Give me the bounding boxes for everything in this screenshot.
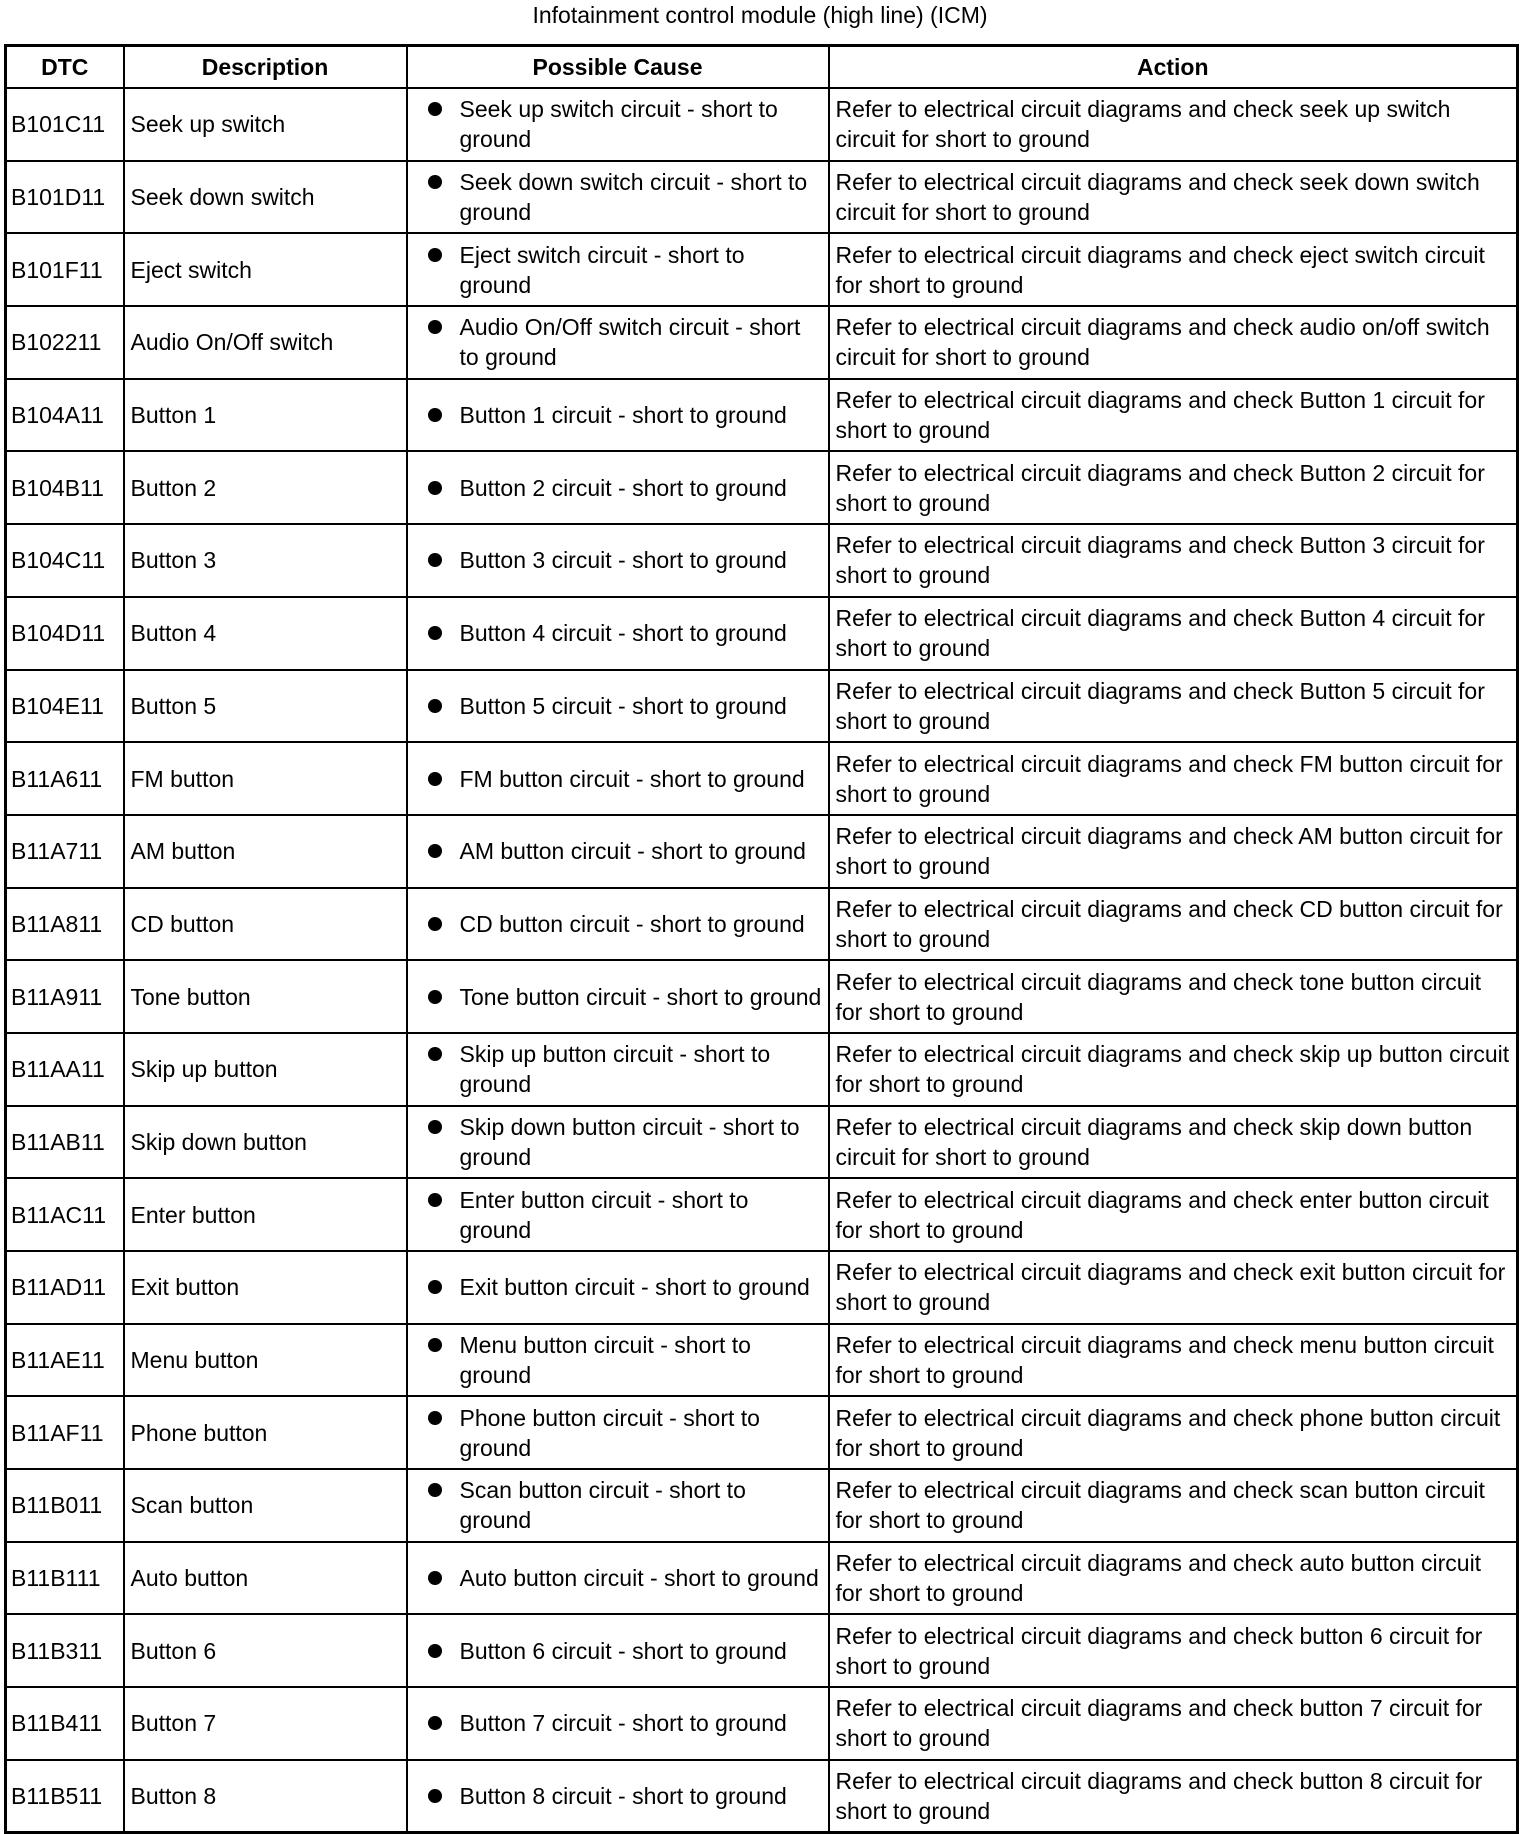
cause-list-item [428,1272,822,1302]
bullet-icon [428,1338,442,1352]
page-title: Infotainment control module (high line) (ICM) [532,2,988,28]
possible-cause-cell [407,1106,829,1179]
possible-cause-cell [407,742,829,815]
possible-cause-cell [407,1614,829,1687]
possible-cause-cell [407,670,829,743]
possible-cause-text: Menu button circuit - short to ground [459,1332,751,1389]
table-row [6,888,1518,961]
possible-cause-text: Auto button circuit - short to ground [459,1565,819,1592]
table-row [6,960,1518,1033]
action-text: Refer to electrical circuit diagrams and check enter button circuit for short to ground [829,1178,1518,1251]
table-row [6,524,1518,597]
dtc-code: B104A11 [6,379,124,452]
dtc-code: B102211 [6,306,124,379]
table-row [6,670,1518,743]
action-text: Refer to electrical circuit diagrams and check seek down switch circuit for short to ground [829,161,1518,234]
possible-cause-cell [407,1760,829,1833]
bullet-icon [428,1644,442,1658]
dtc-description: Button 3 [124,524,407,597]
bullet-icon [428,408,442,422]
dtc-description: Scan button [124,1469,407,1542]
action-text: Refer to electrical circuit diagrams and check exit button circuit for short to ground [829,1251,1518,1324]
dtc-description: Enter button [124,1178,407,1251]
bullet-icon [428,844,442,858]
bullet-icon [428,626,442,640]
cause-list-item [428,764,822,794]
possible-cause-text: AM button circuit - short to ground [459,838,806,865]
dtc-code: B11AE11 [6,1324,124,1397]
possible-cause-text: Enter button circuit - short to ground [459,1186,749,1243]
possible-cause-cell [407,1033,829,1106]
possible-cause-cell [407,888,829,961]
table-row [6,1251,1518,1324]
dtc-code: B104C11 [6,524,124,597]
possible-cause-cell [407,1396,829,1469]
cause-list-item [428,1636,822,1666]
cause-list-item [428,1185,822,1245]
possible-cause-cell [407,306,829,379]
cause-list-item [428,1112,822,1172]
dtc-code: B101C11 [6,88,124,161]
table-row [6,88,1518,161]
bullet-icon [428,1789,442,1803]
bullet-icon [428,990,442,1004]
dtc-code: B11B411 [6,1687,124,1760]
table-row [6,1106,1518,1179]
bullet-icon [428,1571,442,1585]
table-row [6,451,1518,524]
cause-list-item [428,473,822,503]
possible-cause-text: Audio On/Off switch circuit - short to ground [459,314,801,371]
dtc-description: FM button [124,742,407,815]
table-row [6,1324,1518,1397]
cause-list-item [428,545,822,575]
possible-cause-text: Button 4 circuit - short to ground [459,620,787,647]
dtc-description: CD button [124,888,407,961]
possible-cause-text: Skip down button circuit - short to ground [459,1113,800,1170]
bullet-icon [428,553,442,567]
header-row [6,46,1518,89]
possible-cause-text: Button 1 circuit - short to ground [459,402,787,429]
action-text: Refer to electrical circuit diagrams and check phone button circuit for short to ground [829,1396,1518,1469]
action-text: Refer to electrical circuit diagrams and check button 6 circuit for short to ground [829,1614,1518,1687]
possible-cause-cell [407,1178,829,1251]
dtc-code: B101D11 [6,161,124,234]
dtc-description: Seek up switch [124,88,407,161]
column-header-description: Description [124,46,407,89]
bullet-icon [428,1716,442,1730]
cause-list-item [428,240,822,300]
possible-cause-cell [407,815,829,888]
bullet-icon [428,102,442,116]
table-row [6,815,1518,888]
dtc-description: Button 6 [124,1614,407,1687]
cause-list-item [428,982,822,1012]
dtc-description: Seek down switch [124,161,407,234]
dtc-code: B11B511 [6,1760,124,1833]
dtc-code: B104E11 [6,670,124,743]
action-text: Refer to electrical circuit diagrams and check Button 2 circuit for short to ground [829,451,1518,524]
cause-list-item [428,1403,822,1463]
table-row [6,1178,1518,1251]
cause-list-item [428,1563,822,1593]
possible-cause-cell [407,451,829,524]
cause-list-item [428,312,822,372]
possible-cause-text: Button 5 circuit - short to ground [459,692,787,719]
bullet-icon [428,1280,442,1294]
action-text: Refer to electrical circuit diagrams and check Button 1 circuit for short to ground [829,379,1518,452]
possible-cause-cell [407,1324,829,1397]
possible-cause-text: CD button circuit - short to ground [459,910,805,937]
possible-cause-cell [407,88,829,161]
table-row [6,1687,1518,1760]
possible-cause-cell [407,524,829,597]
cause-list-item [428,691,822,721]
action-text: Refer to electrical circuit diagrams and check seek up switch circuit for short to ground [829,88,1518,161]
action-text: Refer to electrical circuit diagrams and check Button 4 circuit for short to ground [829,597,1518,670]
dtc-description: Menu button [124,1324,407,1397]
dtc-code: B11AB11 [6,1106,124,1179]
dtc-code: B104B11 [6,451,124,524]
dtc-code: B11A911 [6,960,124,1033]
dtc-description: Button 4 [124,597,407,670]
dtc-description: Button 2 [124,451,407,524]
possible-cause-text: Button 3 circuit - short to ground [459,547,787,574]
dtc-description: Phone button [124,1396,407,1469]
possible-cause-cell [407,1542,829,1615]
dtc-code: B11B311 [6,1614,124,1687]
possible-cause-text: Exit button circuit - short to ground [459,1274,810,1301]
table-row [6,597,1518,670]
action-text: Refer to electrical circuit diagrams and check CD button circuit for short to ground [829,888,1518,961]
column-header-possible-cause: Possible Cause [407,46,829,89]
possible-cause-text: Skip up button circuit - short to ground [459,1041,771,1098]
cause-list-item [428,1475,822,1535]
possible-cause-text: FM button circuit - short to ground [459,765,805,792]
dtc-description: Skip down button [124,1106,407,1179]
dtc-code: B11AC11 [6,1178,124,1251]
dtc-description: Exit button [124,1251,407,1324]
dtc-description: Auto button [124,1542,407,1615]
dtc-description: Button 5 [124,670,407,743]
cause-list-item [428,836,822,866]
dtc-code: B101F11 [6,233,124,306]
bullet-icon [428,699,442,713]
cause-list-item [428,618,822,648]
possible-cause-cell [407,597,829,670]
dtc-description: Eject switch [124,233,407,306]
table-body [6,88,1518,1833]
dtc-code: B11B011 [6,1469,124,1542]
action-text: Refer to electrical circuit diagrams and check Button 3 circuit for short to ground [829,524,1518,597]
dtc-description: Audio On/Off switch [124,306,407,379]
bullet-icon [428,1047,442,1061]
bullet-icon [428,481,442,495]
action-text: Refer to electrical circuit diagrams and check audio on/off switch circuit for short to ground [829,306,1518,379]
possible-cause-text: Eject switch circuit - short to ground [459,241,745,298]
table-row [6,1760,1518,1833]
possible-cause-cell [407,1469,829,1542]
possible-cause-text: Seek down switch circuit - short to ground [459,169,808,226]
possible-cause-text: Button 8 circuit - short to ground [459,1782,787,1809]
possible-cause-text: Phone button circuit - short to ground [459,1404,760,1461]
possible-cause-text: Seek up switch circuit - short to ground [459,96,778,153]
cause-list-item [428,167,822,227]
dtc-description: AM button [124,815,407,888]
possible-cause-cell [407,233,829,306]
action-text: Refer to electrical circuit diagrams and check eject switch circuit for short to ground [829,233,1518,306]
bullet-icon [428,917,442,931]
cause-list-item [428,909,822,939]
action-text: Refer to electrical circuit diagrams and check skip down button circuit for short to ground [829,1106,1518,1179]
dtc-description: Button 7 [124,1687,407,1760]
column-header-dtc: DTC [6,46,124,89]
action-text: Refer to electrical circuit diagrams and check tone button circuit for short to ground [829,960,1518,1033]
cause-list-item [428,94,822,154]
possible-cause-text: Button 7 circuit - short to ground [459,1710,787,1737]
dtc-description: Button 1 [124,379,407,452]
possible-cause-text: Tone button circuit - short to ground [459,983,822,1010]
dtc-code: B11A811 [6,888,124,961]
possible-cause-cell [407,960,829,1033]
cause-list-item [428,1330,822,1390]
table-row [6,1469,1518,1542]
table-row [6,161,1518,234]
dtc-description: Skip up button [124,1033,407,1106]
dtc-description: Button 8 [124,1760,407,1833]
possible-cause-text: Scan button circuit - short to ground [459,1477,746,1534]
bullet-icon [428,175,442,189]
possible-cause-cell [407,1251,829,1324]
dtc-code: B11AD11 [6,1251,124,1324]
cause-list-item [428,1039,822,1099]
dtc-code: B11AA11 [6,1033,124,1106]
bullet-icon [428,1483,442,1497]
dtc-code: B11AF11 [6,1396,124,1469]
action-text: Refer to electrical circuit diagrams and check scan button circuit for short to ground [829,1469,1518,1542]
action-text: Refer to electrical circuit diagrams and check auto button circuit for short to ground [829,1542,1518,1615]
bullet-icon [428,1411,442,1425]
bullet-icon [428,772,442,786]
table-row [6,1542,1518,1615]
cause-list-item [428,1708,822,1738]
action-text: Refer to electrical circuit diagrams and check AM button circuit for short to ground [829,815,1518,888]
action-text: Refer to electrical circuit diagrams and check Button 5 circuit for short to ground [829,670,1518,743]
table-row [6,233,1518,306]
bullet-icon [428,320,442,334]
bullet-icon [428,248,442,262]
possible-cause-text: Button 2 circuit - short to ground [459,474,787,501]
cause-list-item [428,1781,822,1811]
table-row [6,742,1518,815]
table-row [6,1614,1518,1687]
dtc-description: Tone button [124,960,407,1033]
action-text: Refer to electrical circuit diagrams and check FM button circuit for short to ground [829,742,1518,815]
dtc-table [4,44,1519,1834]
column-header-action: Action [829,46,1518,89]
dtc-code: B104D11 [6,597,124,670]
dtc-code: B11A711 [6,815,124,888]
action-text: Refer to electrical circuit diagrams and check menu button circuit for short to ground [829,1324,1518,1397]
action-text: Refer to electrical circuit diagrams and check skip up button circuit for short to ground [829,1033,1518,1106]
table-row [6,1033,1518,1106]
action-text: Refer to electrical circuit diagrams and check button 8 circuit for short to ground [829,1760,1518,1833]
possible-cause-text: Button 6 circuit - short to ground [459,1637,787,1664]
table-row [6,1396,1518,1469]
cause-list-item [428,400,822,430]
possible-cause-cell [407,1687,829,1760]
table-row [6,379,1518,452]
possible-cause-cell [407,161,829,234]
dtc-code: B11B111 [6,1542,124,1615]
possible-cause-cell [407,379,829,452]
action-text: Refer to electrical circuit diagrams and check button 7 circuit for short to ground [829,1687,1518,1760]
table-row [6,306,1518,379]
table-header [6,46,1518,89]
bullet-icon [428,1193,442,1207]
dtc-code: B11A611 [6,742,124,815]
bullet-icon [428,1120,442,1134]
